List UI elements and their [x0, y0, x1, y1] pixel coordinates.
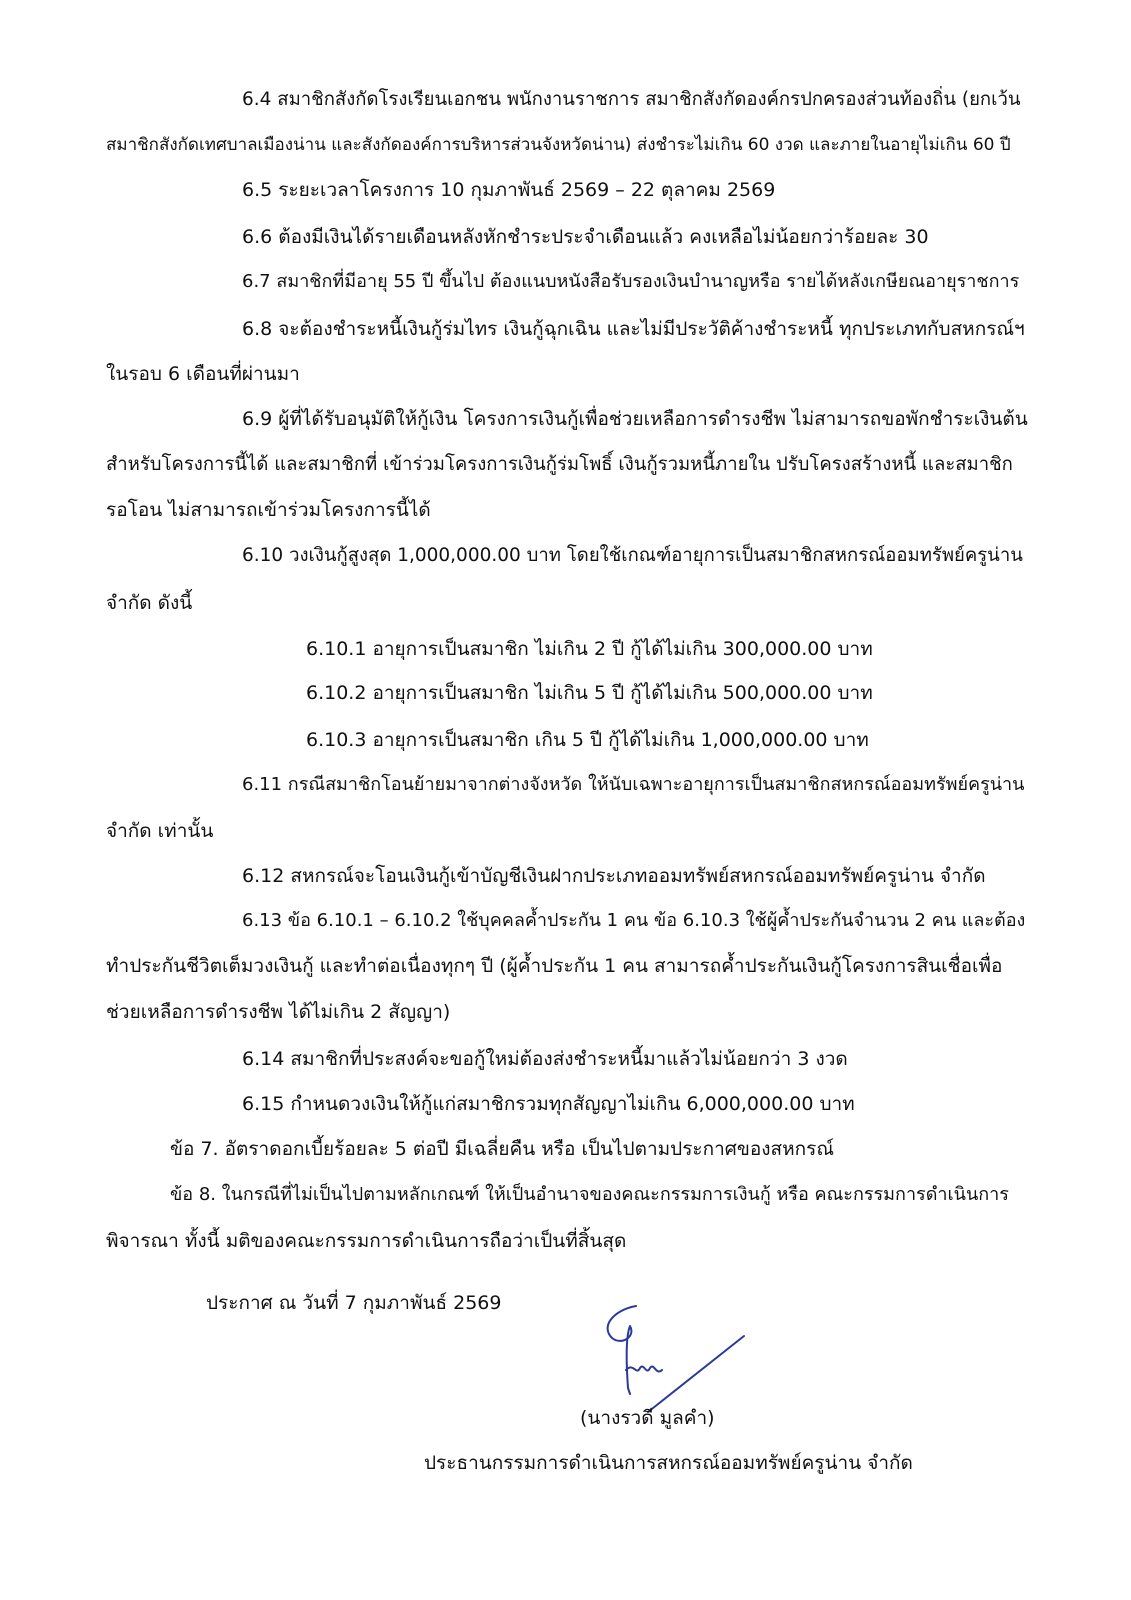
clause-6-7: 6.7 สมาชิกที่มีอายุ 55 ปี ขึ้นไป ต้องแนบหนังสือรับรองเงินบำนาญหรือ รายได้หลังเกษียณอายุราชการ — [242, 271, 1020, 292]
clause-6-10-2: 6.10.2 อายุการเป็นสมาชิก ไม่เกิน 5 ปี กู้ได้ไม่เกิน 500,000.00 บาท — [306, 682, 873, 704]
clause-6-12: 6.12 สหกรณ์จะโอนเงินกู้เข้าบัญชีเงินฝากประเภทออมทรัพย์สหกรณ์ออมทรัพย์ครูน่าน จำกัด — [242, 865, 986, 887]
clause-6-10-3: 6.10.3 อายุการเป็นสมาชิก เกิน 5 ปี กู้ได้ไม่เกิน 1,000,000.00 บาท — [306, 729, 869, 751]
signer-name: (นางรวดี มูลคำ) — [580, 1407, 715, 1429]
clause-6-9-line-2: สำหรับโครงการนี้ได้ และสมาชิกที่ เข้าร่วมโครงการเงินกู้ร่มโพธิ์ เงินกู้รวมหนี้ภายใน ปรับโครงสร้างหนี้ และสมาชิก — [106, 454, 1013, 475]
clause-6-11-line-1: 6.11 กรณีสมาชิกโอนย้ายมาจากต่างจังหวัด ให้นับเฉพาะอายุการเป็นสมาชิกสหกรณ์ออมทรัพย์ครูน่าน — [242, 774, 1025, 795]
article-8-line-2: พิจารณา ทั้งนี้ มติของคณะกรรมการดำเนินการถือว่าเป็นที่สิ้นสุด — [106, 1230, 627, 1252]
clause-6-9-line-3: รอโอน ไม่สามารถเข้าร่วมโครงการนี้ได้ — [106, 499, 431, 521]
clause-6-4-line-2: สมาชิกสังกัดเทศบาลเมืองน่าน และสังกัดองค์การบริหารส่วนจังหวัดน่าน) ส่งชำระไม่เกิน 60 งวด และภายในอายุไม่เกิน 60 ปี — [106, 135, 1011, 155]
clause-6-4-line-1: 6.4 สมาชิกสังกัดโรงเรียนเอกชน พนักงานราชการ สมาชิกสังกัดองค์กรปกครองส่วนท้องถิ่น (ยกเว้น — [242, 89, 1021, 110]
clause-6-8-line-2: ในรอบ 6 เดือนที่ผ่านมา — [106, 363, 300, 385]
clause-6-10-1: 6.10.1 อายุการเป็นสมาชิก ไม่เกิน 2 ปี กู้ได้ไม่เกิน 300,000.00 บาท — [306, 638, 873, 660]
clause-6-5: 6.5 ระยะเวลาโครงการ 10 กุมภาพันธ์ 2569 – 22 ตุลาคม 2569 — [242, 179, 776, 201]
clause-6-10-line-2: จำกัด ดังนี้ — [106, 592, 193, 614]
clause-6-9-line-1: 6.9 ผู้ที่ได้รับอนุมัติให้กู้เงิน โครงการเงินกู้เพื่อช่วยเหลือการดำรงชีพ ไม่สามารถขอพักชำระเงินต้น — [242, 408, 1028, 430]
article-8-line-1: ข้อ 8. ในกรณีที่ไม่เป็นไปตามหลักเกณฑ์ ให้เป็นอำนาจของคณะกรรมการเงินกู้ หรือ คณะกรรมการดำเนินการ — [170, 1184, 1009, 1205]
clause-6-13-line-1: 6.13 ข้อ 6.10.1 – 6.10.2 ใช้บุคคลค้ำประกัน 1 คน ข้อ 6.10.3 ใช้ผู้ค้ำประกันจำนวน 2 คน และต้อง — [242, 910, 1026, 931]
clause-6-13-line-2: ทำประกันชีวิตเต็มวงเงินกู้ และทำต่อเนื่องทุกๆ ปี (ผู้ค้ำประกัน 1 คน สามารถค้ำประกันเงินกู้โครงการสินเชื่อเพื่อ — [106, 955, 1003, 977]
article-7: ข้อ 7. อัตราดอกเบี้ยร้อยละ 5 ต่อปี มีเฉลี่ยคืน หรือ เป็นไปตามประกาศของสหกรณ์ — [170, 1138, 834, 1160]
clause-6-15: 6.15 กำหนดวงเงินให้กู้แก่สมาชิกรวมทุกสัญญาไม่เกิน 6,000,000.00 บาท — [242, 1093, 855, 1115]
announcement-date: ประกาศ ณ วันที่ 7 กุมภาพันธ์ 2569 — [206, 1292, 502, 1314]
clause-6-14: 6.14 สมาชิกที่ประสงค์จะขอกู้ใหม่ต้องส่งชำระหนี้มาแล้วไม่น้อยกว่า 3 งวด — [242, 1048, 848, 1070]
clause-6-13-line-3: ช่วยเหลือการดำรงชีพ ได้ไม่เกิน 2 สัญญา) — [106, 1001, 451, 1023]
signer-title: ประธานกรรมการดำเนินการสหกรณ์ออมทรัพย์ครูน่าน จำกัด — [424, 1452, 913, 1474]
clause-6-11-line-2: จำกัด เท่านั้น — [106, 820, 214, 842]
clause-6-10-line-1: 6.10 วงเงินกู้สูงสุด 1,000,000.00 บาท โดยใช้เกณฑ์อายุการเป็นสมาชิกสหกรณ์ออมทรัพย์ครูน่าน — [242, 545, 1023, 566]
clause-6-8-line-1: 6.8 จะต้องชำระหนี้เงินกู้ร่มไทร เงินกู้ฉุกเฉิน และไม่มีประวัติค้างชำระหนี้ ทุกประเภทกับสหกรณ์ฯ — [242, 318, 1025, 340]
clause-6-6: 6.6 ต้องมีเงินได้รายเดือนหลังหักชำระประจำเดือนแล้ว คงเหลือไม่น้อยกว่าร้อยละ 30 — [242, 226, 929, 248]
